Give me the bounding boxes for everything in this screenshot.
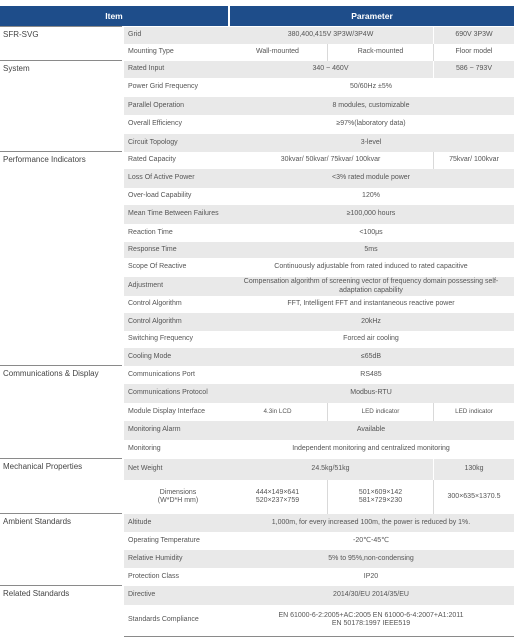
row-value: ≥100,000 hours <box>346 210 396 218</box>
table-row <box>124 205 514 224</box>
table-row <box>124 366 514 384</box>
row-label: Loss Of Active Power <box>128 174 195 182</box>
row-value: 8 modules, customizable <box>332 101 410 109</box>
row-label: Altitude <box>128 518 152 526</box>
row-label: Directive <box>128 591 156 599</box>
table-row <box>124 134 514 152</box>
table-row <box>124 224 514 242</box>
row-value: 20kHz <box>361 317 381 325</box>
category-label: Ambient Standards <box>3 517 72 526</box>
row-value: 300×635×1370.5 <box>447 492 501 500</box>
table-row <box>124 550 514 568</box>
row-value: Modbus-RTU <box>350 389 392 397</box>
row-value: 75kvar/ 100kvar <box>449 156 499 164</box>
row-value: 340 ~ 460V <box>228 61 434 78</box>
table-row <box>124 115 514 134</box>
row-label: Standards Compliance <box>128 615 199 623</box>
category-label: Mechanical Properties <box>3 462 83 471</box>
table-row <box>124 331 514 348</box>
row-value: Wall-mounted <box>228 44 328 61</box>
row-label: Switching Frequency <box>128 335 193 343</box>
table-row <box>124 152 514 169</box>
row-label: Scope Of Reactive <box>128 263 187 271</box>
row-label: Communications Protocol <box>128 389 208 397</box>
table-row <box>124 169 514 188</box>
row-value: EN 61000-6-2:2005+AC:2005 EN 61000-6-4:2007+A1:2011 EN 50178:1997 IEEE519 <box>278 611 464 627</box>
row-label: Response Time <box>128 245 177 253</box>
table-row <box>124 27 514 44</box>
table-row <box>124 514 514 532</box>
table-row <box>124 44 514 61</box>
table-row <box>124 459 514 480</box>
row-label: Rated Input <box>128 65 165 73</box>
header-item: Item <box>0 6 228 26</box>
table-row <box>124 605 514 635</box>
row-value: <3% rated module power <box>331 174 411 182</box>
table-bottom-border <box>124 636 514 637</box>
category-label: SFR-SVG <box>3 30 39 39</box>
row-value: 30kvar/ 50kvar/ 75kvar/ 100kvar <box>228 152 434 169</box>
table-row <box>124 403 514 421</box>
table-row <box>124 440 514 459</box>
row-value: Independent monitoring and centralized monitoring <box>292 445 450 453</box>
row-value: Rack-mounted <box>328 44 434 61</box>
row-value: 444×149×641 520×237×759 <box>228 480 328 514</box>
table-row <box>124 258 514 277</box>
row-label: Relative Humidity <box>128 554 183 562</box>
row-label: Reaction Time <box>128 228 173 236</box>
row-value: FFT, Intelligent FFT and instantaneous reactive power <box>287 300 455 308</box>
row-label: Mounting Type <box>128 48 174 56</box>
row-label: Dimensions (W*D*H mm) <box>157 488 199 504</box>
row-value: 2014/30/EU 2014/35/EU <box>333 591 409 599</box>
row-label: Monitoring <box>128 445 161 453</box>
row-value: 4.3in LCD <box>228 403 328 421</box>
category-label: System <box>3 64 30 73</box>
row-label: Operating Temperature <box>128 536 200 544</box>
row-label: Mean Time Between Failures <box>128 210 219 218</box>
table-row <box>124 532 514 550</box>
row-label: Net Weight <box>128 465 163 473</box>
header-parameter: Parameter <box>230 6 514 26</box>
table-row <box>124 97 514 115</box>
table-row <box>124 277 514 296</box>
row-label: Parallel Operation <box>128 101 185 109</box>
row-label: Overall Efficiency <box>128 120 182 128</box>
table-row <box>124 296 514 313</box>
row-value: 1,000m, for every increased 100m, the power is reduced by 1%. <box>271 518 471 526</box>
table-row <box>124 384 514 403</box>
row-label: Monitoring Alarm <box>128 426 181 434</box>
row-value: IP20 <box>363 572 379 580</box>
row-value: Available <box>356 426 386 434</box>
row-value: RS485 <box>360 370 382 378</box>
row-label: Protection Class <box>128 572 179 580</box>
row-value: 586 ~ 793V <box>455 65 492 73</box>
row-label: Rated Capacity <box>128 156 176 164</box>
row-label: Cooling Mode <box>128 352 172 360</box>
row-value: Continuously adjustable from rated induced to rated capacitive <box>274 263 468 271</box>
row-value: <100μs <box>359 228 383 236</box>
table-row <box>124 586 514 605</box>
category-label: Communications & Display <box>3 369 99 378</box>
row-label: Module Display Interface <box>128 407 206 415</box>
table-row <box>124 61 514 78</box>
row-value: 50/60Hz ±5% <box>350 83 392 91</box>
row-value: LED indicator <box>328 403 434 421</box>
row-value: 120% <box>362 192 380 200</box>
table-row <box>124 313 514 331</box>
row-label: Control Algorithm <box>128 300 182 308</box>
row-value: LED indicator <box>455 408 493 416</box>
row-value: 24.5kg/51kg <box>228 459 434 480</box>
table-row <box>124 188 514 205</box>
row-label: Control Algorithm <box>128 317 182 325</box>
row-value: 5% to 95%,non-condensing <box>328 554 414 562</box>
table-row <box>124 242 514 258</box>
row-value: 501×609×142 581×729×230 <box>328 480 434 514</box>
row-value: Forced air cooling <box>343 335 399 343</box>
row-label: Grid <box>128 31 142 39</box>
row-value: -20℃-45℃ <box>353 536 389 544</box>
row-value: ≤65dB <box>360 352 382 360</box>
row-value: 5ms <box>364 245 378 253</box>
row-label: Communications Port <box>128 370 195 378</box>
category-label: Performance Indicators <box>3 155 86 164</box>
row-label: Adjustment <box>128 282 164 290</box>
table-row <box>124 568 514 586</box>
row-label: Circuit Topology <box>128 138 178 146</box>
row-value: Floor model <box>455 48 493 56</box>
table-row <box>124 421 514 440</box>
row-value: 3-level <box>360 138 382 146</box>
category-label: Related Standards <box>3 589 70 598</box>
table-row <box>124 348 514 366</box>
row-value: 380,400,415V 3P3W/3P4W <box>228 27 434 44</box>
row-label: Over-load Capability <box>128 192 192 200</box>
row-value: Compensation algorithm of screening vector of frequency domain possessing self-adaptation capability <box>243 278 499 294</box>
table-row <box>124 78 514 97</box>
row-value: ≥97%(laboratory data) <box>336 120 406 128</box>
row-value: 690V 3P3W <box>455 31 493 39</box>
row-label: Power Grid Frequency <box>128 83 199 91</box>
row-value: 130kg <box>464 465 484 473</box>
table-row <box>124 480 514 514</box>
